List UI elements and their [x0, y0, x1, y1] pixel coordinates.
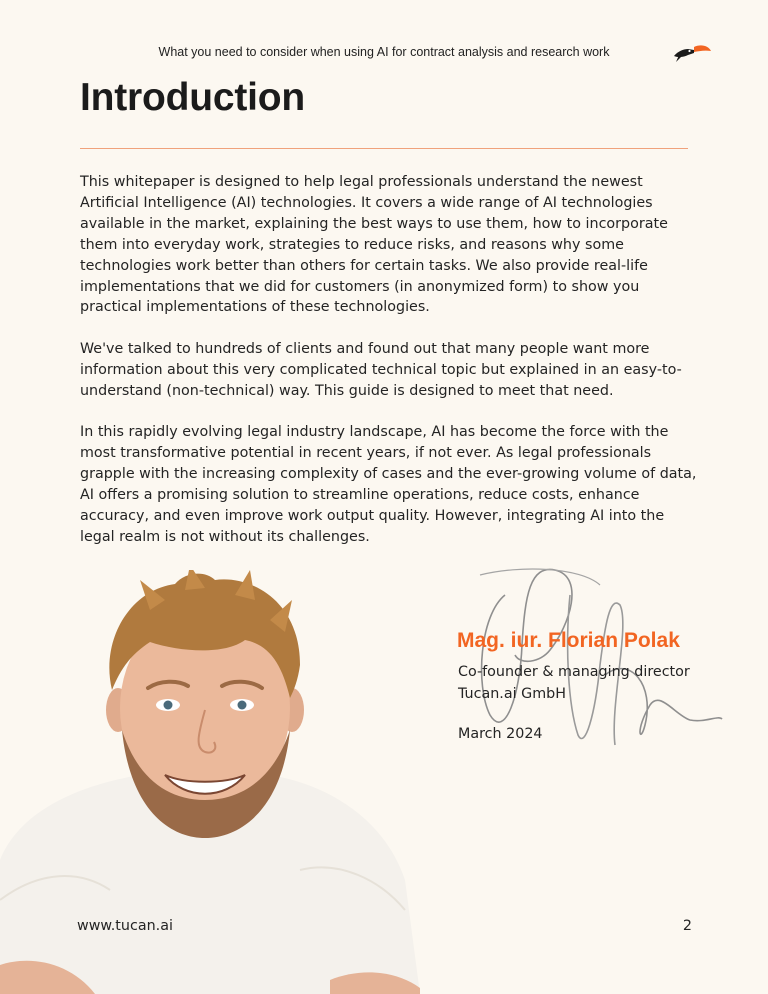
author-role: Co-founder & managing director [458, 664, 690, 680]
author-photo [0, 570, 420, 994]
intro-paragraph-1: This whitepaper is designed to help legal professionals understand the newest Artificial Intelligence (AI) technologies. It covers a wide range of AI technologies available in the market, explaining the best ways to use them, how to incorporate them into everyday work, strategies to reduce risks, and reasons why some technologies work better than others for certain tasks. We also provide real-life implementations that we did for customers (in anonymized form) to show you practical implementations of these technologies. [80, 174, 668, 316]
intro-paragraph-2: We've talked to hundreds of clients and found out that many people want more information about this very complicated technical topic but explained in an easy-to-understand (non-technical) way. This guide is designed to meet that need. [80, 340, 682, 399]
running-header-title: What you need to consider when using AI for contract analysis and research work [158, 45, 610, 59]
toucan-logo-icon [672, 42, 712, 64]
document-date: March 2024 [458, 726, 543, 742]
intro-paragraph-3: In this rapidly evolving legal industry landscape, AI has become the force with the most transformative potential in recent years, if not ever. As legal professionals grapple with the increasing complexity of cases and the ever-growing volume of data, AI offers a promising solution to streamline operations, reduce costs, enhance accuracy, and even improve work output quality. However, integrating AI into the legal realm is not without its challenges. [80, 424, 697, 545]
page-number: 2 [682, 918, 692, 934]
website-link[interactable]: www.tucan.ai [77, 918, 173, 934]
author-name: Mag. iur. Florian Polak [457, 629, 680, 652]
intro-body [80, 172, 700, 568]
title-divider [80, 148, 688, 149]
author-company: Tucan.ai GmbH [458, 686, 566, 702]
page-title: Introduction [80, 76, 306, 119]
